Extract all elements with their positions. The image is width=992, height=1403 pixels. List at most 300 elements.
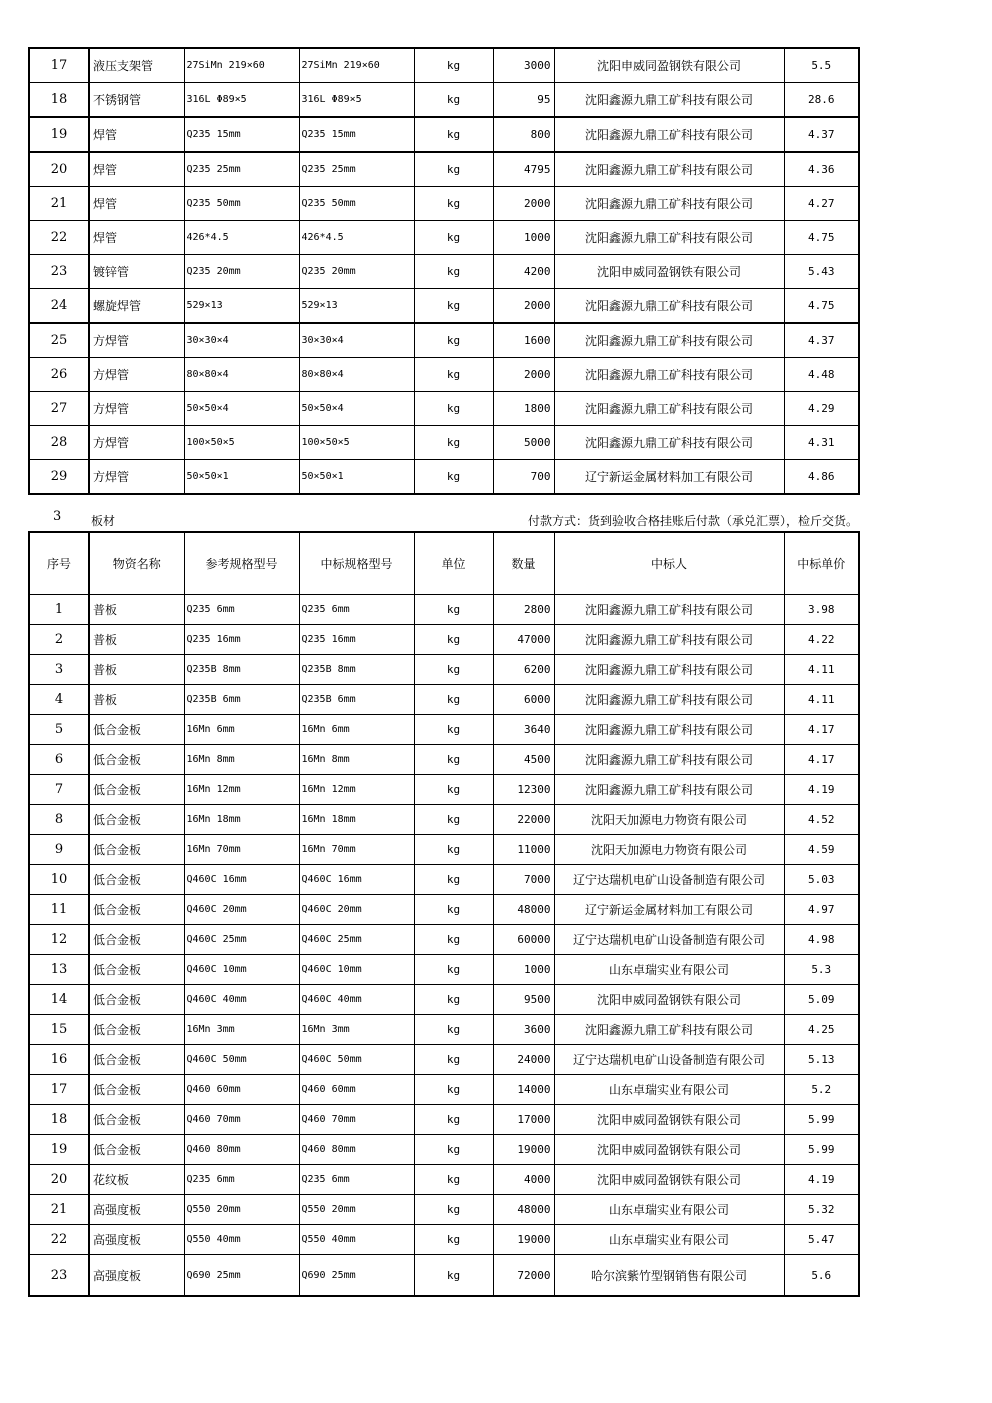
cell-qty: 4500 — [493, 745, 554, 775]
cell-ref: Q460C 16mm — [184, 865, 299, 895]
cell-ref: 16Mn 3mm — [184, 1015, 299, 1045]
cell-no: 19 — [29, 117, 89, 152]
cell-ref: Q235 20mm — [184, 255, 299, 289]
cell-name: 低合金板 — [89, 1015, 184, 1045]
cell-company: 辽宁新运金属材料加工有限公司 — [554, 460, 784, 495]
cell-ref: 16Mn 8mm — [184, 745, 299, 775]
cell-qty: 2800 — [493, 595, 554, 625]
cell-price: 4.19 — [784, 775, 859, 805]
header-spec: 中标规格型号 — [299, 532, 414, 595]
cell-company: 沈阳天加源电力物资有限公司 — [554, 805, 784, 835]
cell-qty: 95 — [493, 83, 554, 118]
cell-unit: kg — [414, 835, 493, 865]
cell-no: 20 — [29, 1165, 89, 1195]
cell-unit: kg — [414, 392, 493, 426]
cell-ref: 100×50×5 — [184, 426, 299, 460]
cell-spec: 100×50×5 — [299, 426, 414, 460]
cell-unit: kg — [414, 117, 493, 152]
cell-qty: 6000 — [493, 685, 554, 715]
cell-company: 沈阳鑫源九鼎工矿科技有限公司 — [554, 323, 784, 358]
table-row — [29, 985, 859, 1015]
cell-price: 4.37 — [784, 117, 859, 152]
table-row — [29, 426, 859, 460]
cell-spec: Q690 25mm — [299, 1255, 414, 1297]
cell-spec: 50×50×1 — [299, 460, 414, 495]
cell-name: 低合金板 — [89, 835, 184, 865]
cell-qty: 6200 — [493, 655, 554, 685]
cell-unit: kg — [414, 1225, 493, 1255]
table-row — [29, 323, 859, 358]
cell-unit: kg — [414, 323, 493, 358]
cell-ref: Q460 70mm — [184, 1105, 299, 1135]
table-row — [29, 625, 859, 655]
cell-spec: 529×13 — [299, 289, 414, 324]
cell-price: 4.86 — [784, 460, 859, 495]
cell-qty: 72000 — [493, 1255, 554, 1297]
cell-unit: kg — [414, 1165, 493, 1195]
cell-ref: 16Mn 18mm — [184, 805, 299, 835]
cell-spec: Q235 25mm — [299, 152, 414, 187]
cell-name: 焊管 — [89, 152, 184, 187]
section-heading — [28, 509, 858, 529]
cell-price: 4.98 — [784, 925, 859, 955]
cell-spec: 16Mn 6mm — [299, 715, 414, 745]
cell-no: 22 — [29, 221, 89, 255]
cell-company: 沈阳鑫源九鼎工矿科技有限公司 — [554, 392, 784, 426]
cell-ref: Q235 6mm — [184, 595, 299, 625]
cell-spec: Q235 15mm — [299, 117, 414, 152]
cell-spec: 16Mn 18mm — [299, 805, 414, 835]
cell-qty: 2000 — [493, 289, 554, 324]
cell-spec: 27SiMn 219×60 — [299, 48, 414, 83]
cell-spec: Q235B 6mm — [299, 685, 414, 715]
cell-name: 花纹板 — [89, 1165, 184, 1195]
cell-name: 普板 — [89, 625, 184, 655]
cell-price: 28.6 — [784, 83, 859, 118]
cell-company: 沈阳申威同盈钢铁有限公司 — [554, 1135, 784, 1165]
cell-qty: 4000 — [493, 1165, 554, 1195]
table-row — [29, 289, 859, 324]
cell-spec: Q550 40mm — [299, 1225, 414, 1255]
cell-name: 方焊管 — [89, 392, 184, 426]
cell-unit: kg — [414, 221, 493, 255]
cell-price: 4.75 — [784, 289, 859, 324]
cell-spec: 426*4.5 — [299, 221, 414, 255]
cell-name: 低合金板 — [89, 865, 184, 895]
cell-unit: kg — [414, 83, 493, 118]
cell-price: 4.11 — [784, 655, 859, 685]
cell-unit: kg — [414, 1195, 493, 1225]
cell-no: 15 — [29, 1015, 89, 1045]
cell-no: 25 — [29, 323, 89, 358]
cell-qty: 7000 — [493, 865, 554, 895]
cell-qty: 1000 — [493, 221, 554, 255]
cell-ref: Q235 16mm — [184, 625, 299, 655]
cell-spec: Q460 60mm — [299, 1075, 414, 1105]
cell-spec: 16Mn 12mm — [299, 775, 414, 805]
cell-company: 沈阳鑫源九鼎工矿科技有限公司 — [554, 187, 784, 221]
cell-price: 4.27 — [784, 187, 859, 221]
cell-qty: 60000 — [493, 925, 554, 955]
plate-table — [28, 531, 860, 1297]
cell-no: 8 — [29, 805, 89, 835]
cell-company: 沈阳天加源电力物资有限公司 — [554, 835, 784, 865]
cell-company: 沈阳申威同盈钢铁有限公司 — [554, 1165, 784, 1195]
cell-company: 辽宁达瑞机电矿山设备制造有限公司 — [554, 1045, 784, 1075]
cell-unit: kg — [414, 985, 493, 1015]
cell-company: 辽宁新运金属材料加工有限公司 — [554, 895, 784, 925]
header-company: 中标人 — [554, 532, 784, 595]
cell-unit: kg — [414, 426, 493, 460]
cell-name: 镀锌管 — [89, 255, 184, 289]
cell-name: 方焊管 — [89, 460, 184, 495]
header-ref: 参考规格型号 — [184, 532, 299, 595]
tube-table — [28, 47, 860, 495]
cell-spec: Q235 20mm — [299, 255, 414, 289]
cell-price: 5.99 — [784, 1105, 859, 1135]
cell-qty: 2000 — [493, 187, 554, 221]
cell-qty: 14000 — [493, 1075, 554, 1105]
cell-ref: Q235 15mm — [184, 117, 299, 152]
cell-spec: Q460C 40mm — [299, 985, 414, 1015]
header-qty: 数量 — [493, 532, 554, 595]
cell-company: 沈阳鑫源九鼎工矿科技有限公司 — [554, 358, 784, 392]
cell-company: 沈阳鑫源九鼎工矿科技有限公司 — [554, 685, 784, 715]
cell-qty: 11000 — [493, 835, 554, 865]
cell-name: 普板 — [89, 685, 184, 715]
cell-ref: Q235 50mm — [184, 187, 299, 221]
cell-unit: kg — [414, 1015, 493, 1045]
cell-company: 沈阳鑫源九鼎工矿科技有限公司 — [554, 83, 784, 118]
cell-ref: 16Mn 12mm — [184, 775, 299, 805]
cell-unit: kg — [414, 865, 493, 895]
cell-price: 5.3 — [784, 955, 859, 985]
table-row — [29, 835, 859, 865]
cell-spec: 16Mn 70mm — [299, 835, 414, 865]
cell-unit: kg — [414, 655, 493, 685]
cell-price: 4.75 — [784, 221, 859, 255]
cell-no: 23 — [29, 255, 89, 289]
table-row — [29, 1015, 859, 1045]
cell-no: 4 — [29, 685, 89, 715]
cell-company: 沈阳申威同盈钢铁有限公司 — [554, 48, 784, 83]
cell-qty: 4200 — [493, 255, 554, 289]
header-no: 序号 — [29, 532, 89, 595]
cell-no: 7 — [29, 775, 89, 805]
cell-spec: Q235 6mm — [299, 1165, 414, 1195]
cell-spec: 30×30×4 — [299, 323, 414, 358]
cell-company: 沈阳鑫源九鼎工矿科技有限公司 — [554, 426, 784, 460]
cell-qty: 22000 — [493, 805, 554, 835]
cell-no: 11 — [29, 895, 89, 925]
cell-price: 4.37 — [784, 323, 859, 358]
cell-price: 4.31 — [784, 426, 859, 460]
table-row — [29, 187, 859, 221]
table-row — [29, 358, 859, 392]
table-row — [29, 1225, 859, 1255]
cell-qty: 700 — [493, 460, 554, 495]
table-row — [29, 1255, 859, 1297]
cell-name: 低合金板 — [89, 715, 184, 745]
cell-spec: Q460C 50mm — [299, 1045, 414, 1075]
cell-price: 4.11 — [784, 685, 859, 715]
cell-spec: 316L Φ89×5 — [299, 83, 414, 118]
cell-ref: Q235 6mm — [184, 1165, 299, 1195]
tube-table-body — [29, 48, 859, 494]
cell-no: 2 — [29, 625, 89, 655]
cell-ref: 80×80×4 — [184, 358, 299, 392]
cell-no: 10 — [29, 865, 89, 895]
cell-name: 低合金板 — [89, 1075, 184, 1105]
cell-spec: Q235B 8mm — [299, 655, 414, 685]
cell-no: 27 — [29, 392, 89, 426]
cell-ref: Q690 25mm — [184, 1255, 299, 1297]
cell-price: 4.48 — [784, 358, 859, 392]
cell-price: 5.2 — [784, 1075, 859, 1105]
cell-no: 18 — [29, 1105, 89, 1135]
cell-no: 21 — [29, 187, 89, 221]
cell-spec: Q460C 20mm — [299, 895, 414, 925]
cell-price: 5.6 — [784, 1255, 859, 1297]
table-row — [29, 83, 859, 118]
cell-price: 5.99 — [784, 1135, 859, 1165]
cell-unit: kg — [414, 775, 493, 805]
table-row — [29, 745, 859, 775]
cell-unit: kg — [414, 715, 493, 745]
cell-spec: 16Mn 3mm — [299, 1015, 414, 1045]
cell-price: 5.03 — [784, 865, 859, 895]
cell-ref: Q550 40mm — [184, 1225, 299, 1255]
cell-spec: 16Mn 8mm — [299, 745, 414, 775]
cell-ref: Q460 60mm — [184, 1075, 299, 1105]
cell-company: 山东卓瑞实业有限公司 — [554, 955, 784, 985]
cell-name: 低合金板 — [89, 1135, 184, 1165]
table-row — [29, 895, 859, 925]
table-row — [29, 955, 859, 985]
cell-ref: 50×50×1 — [184, 460, 299, 495]
cell-price: 4.19 — [784, 1165, 859, 1195]
cell-unit: kg — [414, 289, 493, 324]
cell-ref: Q235B 8mm — [184, 655, 299, 685]
cell-spec: Q460C 25mm — [299, 925, 414, 955]
cell-no: 17 — [29, 48, 89, 83]
cell-unit: kg — [414, 358, 493, 392]
cell-company: 沈阳鑫源九鼎工矿科技有限公司 — [554, 715, 784, 745]
table-header-row — [29, 532, 859, 595]
cell-qty: 3000 — [493, 48, 554, 83]
cell-no: 16 — [29, 1045, 89, 1075]
cell-name: 高强度板 — [89, 1225, 184, 1255]
cell-company: 沈阳申威同盈钢铁有限公司 — [554, 1105, 784, 1135]
cell-unit: kg — [414, 1135, 493, 1165]
cell-unit: kg — [414, 895, 493, 925]
section-number: 3 — [53, 509, 62, 524]
cell-company: 沈阳鑫源九鼎工矿科技有限公司 — [554, 221, 784, 255]
cell-qty: 1800 — [493, 392, 554, 426]
cell-name: 低合金板 — [89, 955, 184, 985]
cell-name: 焊管 — [89, 117, 184, 152]
cell-qty: 800 — [493, 117, 554, 152]
cell-price: 4.52 — [784, 805, 859, 835]
cell-name: 液压支架管 — [89, 48, 184, 83]
cell-no: 22 — [29, 1225, 89, 1255]
cell-price: 5.32 — [784, 1195, 859, 1225]
table-row — [29, 1195, 859, 1225]
table-row — [29, 715, 859, 745]
cell-ref: Q460C 25mm — [184, 925, 299, 955]
cell-name: 普板 — [89, 655, 184, 685]
cell-name: 低合金板 — [89, 745, 184, 775]
cell-unit: kg — [414, 925, 493, 955]
cell-qty: 4795 — [493, 152, 554, 187]
cell-name: 普板 — [89, 595, 184, 625]
table-row — [29, 152, 859, 187]
cell-no: 21 — [29, 1195, 89, 1225]
cell-name: 低合金板 — [89, 985, 184, 1015]
cell-company: 沈阳鑫源九鼎工矿科技有限公司 — [554, 775, 784, 805]
cell-price: 4.97 — [784, 895, 859, 925]
cell-price: 4.22 — [784, 625, 859, 655]
cell-price: 4.17 — [784, 745, 859, 775]
cell-spec: Q235 50mm — [299, 187, 414, 221]
cell-price: 4.17 — [784, 715, 859, 745]
plate-table-body — [29, 595, 859, 1297]
cell-ref: Q460C 40mm — [184, 985, 299, 1015]
cell-price: 5.13 — [784, 1045, 859, 1075]
cell-name: 螺旋焊管 — [89, 289, 184, 324]
cell-company: 山东卓瑞实业有限公司 — [554, 1075, 784, 1105]
table-row — [29, 655, 859, 685]
cell-unit: kg — [414, 595, 493, 625]
table-row — [29, 1135, 859, 1165]
cell-no: 12 — [29, 925, 89, 955]
cell-unit: kg — [414, 955, 493, 985]
cell-spec: Q460C 10mm — [299, 955, 414, 985]
cell-name: 不锈钢管 — [89, 83, 184, 118]
cell-unit: kg — [414, 1105, 493, 1135]
cell-company: 沈阳鑫源九鼎工矿科技有限公司 — [554, 655, 784, 685]
cell-no: 24 — [29, 289, 89, 324]
cell-unit: kg — [414, 685, 493, 715]
cell-price: 5.5 — [784, 48, 859, 83]
cell-company: 哈尔滨紫竹型钢销售有限公司 — [554, 1255, 784, 1297]
header-name: 物资名称 — [89, 532, 184, 595]
cell-spec: 80×80×4 — [299, 358, 414, 392]
cell-company: 沈阳鑫源九鼎工矿科技有限公司 — [554, 117, 784, 152]
cell-name: 方焊管 — [89, 358, 184, 392]
table-row — [29, 392, 859, 426]
cell-name: 焊管 — [89, 187, 184, 221]
cell-price: 5.47 — [784, 1225, 859, 1255]
table-row — [29, 1105, 859, 1135]
cell-name: 低合金板 — [89, 895, 184, 925]
cell-ref: Q460 80mm — [184, 1135, 299, 1165]
cell-no: 19 — [29, 1135, 89, 1165]
cell-ref: 16Mn 70mm — [184, 835, 299, 865]
cell-ref: Q235 25mm — [184, 152, 299, 187]
cell-company: 山东卓瑞实业有限公司 — [554, 1225, 784, 1255]
cell-company: 沈阳申威同盈钢铁有限公司 — [554, 255, 784, 289]
cell-ref: 426*4.5 — [184, 221, 299, 255]
cell-no: 1 — [29, 595, 89, 625]
cell-unit: kg — [414, 460, 493, 495]
cell-name: 高强度板 — [89, 1255, 184, 1297]
cell-qty: 48000 — [493, 895, 554, 925]
cell-company: 沈阳鑫源九鼎工矿科技有限公司 — [554, 152, 784, 187]
cell-no: 5 — [29, 715, 89, 745]
cell-spec: Q460C 16mm — [299, 865, 414, 895]
cell-qty: 24000 — [493, 1045, 554, 1075]
cell-name: 焊管 — [89, 221, 184, 255]
cell-no: 29 — [29, 460, 89, 495]
cell-company: 沈阳鑫源九鼎工矿科技有限公司 — [554, 289, 784, 324]
cell-spec: Q235 16mm — [299, 625, 414, 655]
section-title: 板材 — [91, 514, 116, 528]
cell-ref: 316L Φ89×5 — [184, 83, 299, 118]
cell-spec: Q460 70mm — [299, 1105, 414, 1135]
cell-qty: 1600 — [493, 323, 554, 358]
table-row — [29, 1165, 859, 1195]
table-row — [29, 685, 859, 715]
cell-ref: Q550 20mm — [184, 1195, 299, 1225]
cell-qty: 1000 — [493, 955, 554, 985]
cell-unit: kg — [414, 255, 493, 289]
cell-qty: 48000 — [493, 1195, 554, 1225]
cell-company: 山东卓瑞实业有限公司 — [554, 1195, 784, 1225]
cell-name: 方焊管 — [89, 426, 184, 460]
cell-ref: 16Mn 6mm — [184, 715, 299, 745]
table-row — [29, 255, 859, 289]
cell-spec: Q235 6mm — [299, 595, 414, 625]
cell-ref: 27SiMn 219×60 — [184, 48, 299, 83]
cell-price: 4.59 — [784, 835, 859, 865]
table-row — [29, 1075, 859, 1105]
cell-name: 方焊管 — [89, 323, 184, 358]
cell-ref: 50×50×4 — [184, 392, 299, 426]
cell-name: 低合金板 — [89, 1105, 184, 1135]
cell-unit: kg — [414, 1255, 493, 1297]
cell-qty: 9500 — [493, 985, 554, 1015]
cell-name: 低合金板 — [89, 775, 184, 805]
table-row — [29, 865, 859, 895]
cell-price: 4.25 — [784, 1015, 859, 1045]
cell-no: 20 — [29, 152, 89, 187]
cell-spec: Q550 20mm — [299, 1195, 414, 1225]
payment-note: 付款方式：货到验收合格挂账后付款（承兑汇票），检斤交货。 — [527, 514, 858, 528]
cell-unit: kg — [414, 152, 493, 187]
table-row — [29, 775, 859, 805]
cell-ref: Q460C 20mm — [184, 895, 299, 925]
cell-price: 5.09 — [784, 985, 859, 1015]
cell-price: 4.29 — [784, 392, 859, 426]
table-row — [29, 925, 859, 955]
table-row — [29, 1045, 859, 1075]
cell-name: 高强度板 — [89, 1195, 184, 1225]
cell-unit: kg — [414, 48, 493, 83]
cell-name: 低合金板 — [89, 805, 184, 835]
cell-price: 3.98 — [784, 595, 859, 625]
cell-qty: 12300 — [493, 775, 554, 805]
cell-ref: 529×13 — [184, 289, 299, 324]
cell-qty: 2000 — [493, 358, 554, 392]
cell-spec: 50×50×4 — [299, 392, 414, 426]
table-row — [29, 221, 859, 255]
cell-no: 26 — [29, 358, 89, 392]
cell-ref: Q460C 10mm — [184, 955, 299, 985]
cell-name: 低合金板 — [89, 925, 184, 955]
cell-unit: kg — [414, 187, 493, 221]
cell-company: 沈阳鑫源九鼎工矿科技有限公司 — [554, 1015, 784, 1045]
